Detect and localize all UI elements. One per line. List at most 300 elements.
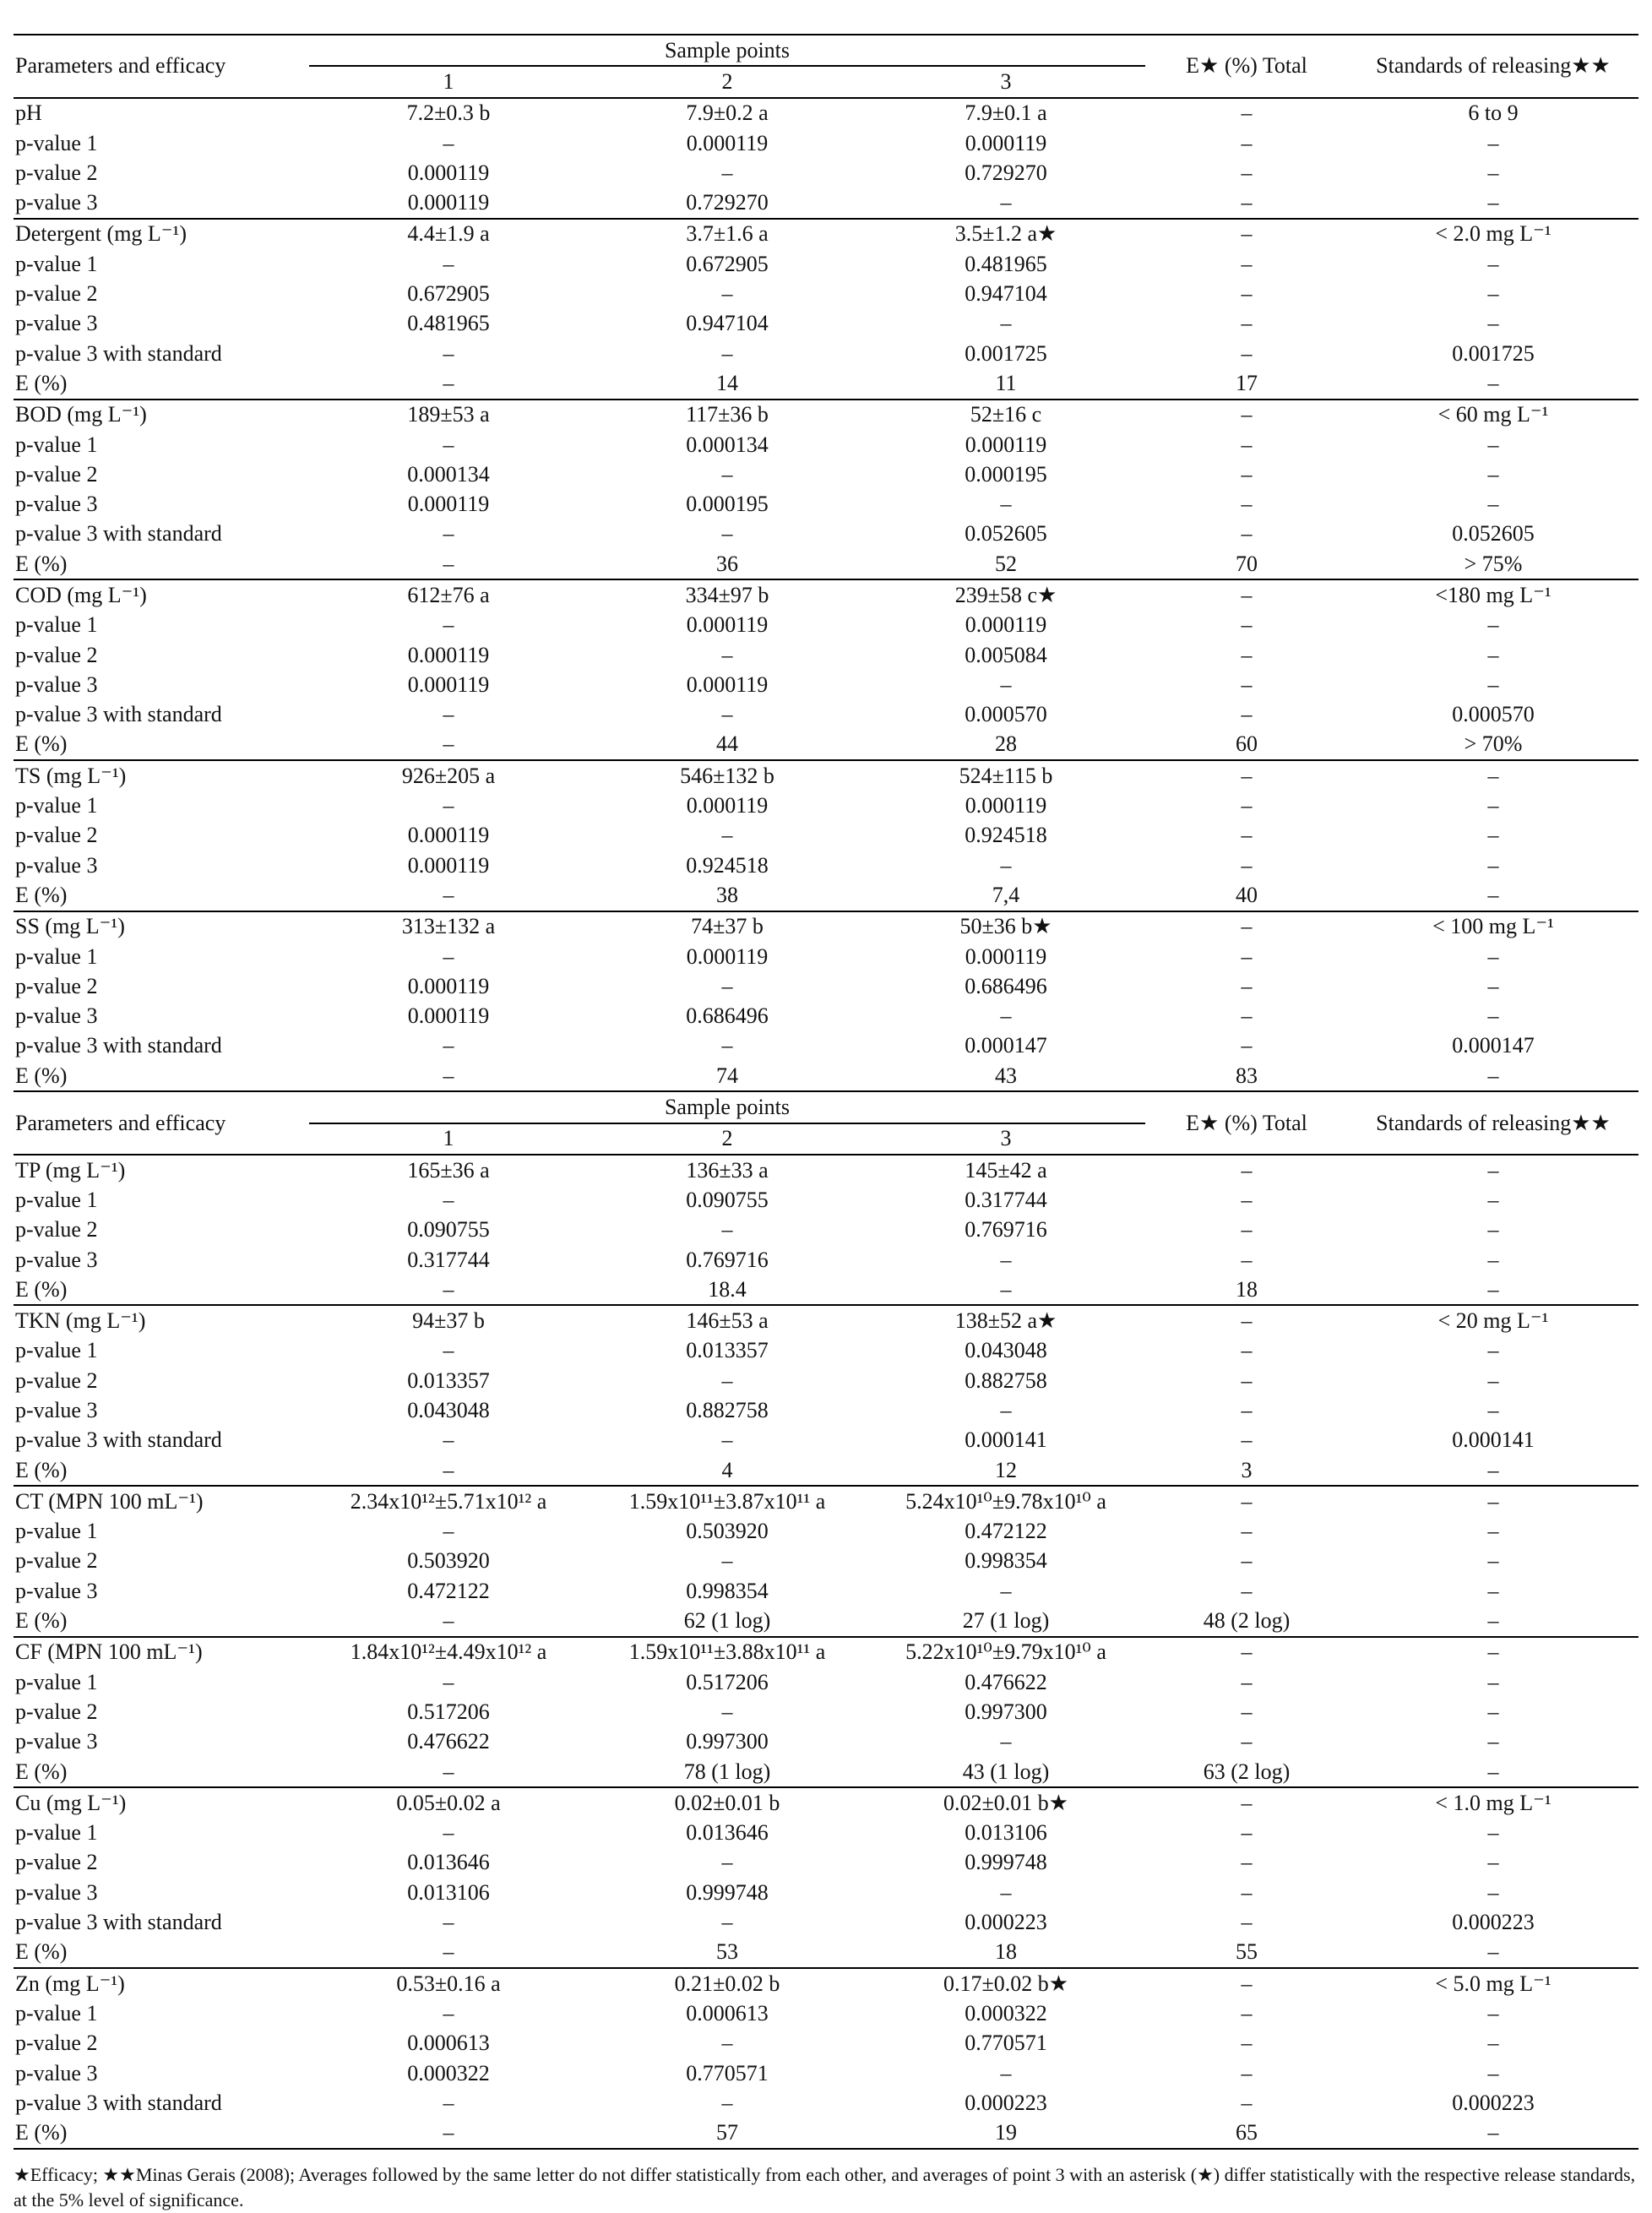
standard-value: <180 mg L⁻¹	[1348, 579, 1638, 610]
table-row	[14, 1637, 1638, 1667]
e-total-value: –	[1241, 1247, 1253, 1272]
point-2-value: –	[721, 1033, 733, 1058]
point-1-value: 0.000119	[407, 492, 490, 517]
table-row	[14, 339, 1638, 368]
table-row	[14, 611, 1638, 640]
row-label: COD (mg L⁻¹)	[14, 579, 309, 610]
table-row	[14, 1576, 1638, 1606]
standard-value: –	[1487, 973, 1499, 998]
e-total-value: –	[1145, 1968, 1348, 1998]
standard-value: –	[1487, 1608, 1499, 1634]
row-label: p-value 3 with standard	[15, 521, 222, 546]
point-3-value: –	[1000, 1578, 1012, 1603]
e-total-value: –	[1241, 852, 1253, 878]
point-2-value: 0.21±0.02 b	[588, 1968, 867, 1998]
point-3-value: 0.000119	[965, 943, 1047, 969]
standard-value: –	[1487, 1820, 1499, 1846]
table-row	[14, 1215, 1638, 1245]
standard-value: –	[1487, 1063, 1499, 1088]
header-point-3: 3	[1000, 68, 1012, 94]
point-2-value: –	[721, 160, 733, 185]
point-1-value: 0.000613	[407, 2031, 490, 2056]
point-3-value: 0.000119	[965, 130, 1047, 155]
e-total-value: –	[1241, 492, 1253, 517]
table-row	[14, 1606, 1638, 1636]
point-1-value: 0.517206	[407, 1699, 490, 1724]
e-total-value: –	[1241, 130, 1253, 155]
point-3-value: 5.24x10¹⁰±9.78x10¹⁰ a	[867, 1486, 1145, 1516]
point-2-value: –	[721, 340, 733, 366]
e-total-value: –	[1241, 190, 1253, 215]
point-3-value: 0.043048	[965, 1338, 1047, 1363]
standard-value: –	[1487, 1729, 1499, 1754]
e-total-value: –	[1241, 521, 1253, 546]
point-1-value: 0.000119	[407, 852, 490, 878]
e-total-value: –	[1241, 1850, 1253, 1875]
point-2-value: 74±37 b	[588, 911, 867, 942]
row-label: p-value 2	[15, 823, 98, 848]
table-row	[14, 1366, 1638, 1395]
e-total-value: 40	[1236, 882, 1258, 907]
header-point-1-repeat: 1	[443, 1126, 454, 1151]
point-2-value: 0.770571	[686, 2060, 769, 2085]
table-row	[14, 1547, 1638, 1576]
header-point-1: 1	[443, 68, 454, 94]
row-label: p-value 2	[15, 1367, 98, 1393]
e-total-value: –	[1241, 702, 1253, 727]
row-label: p-value 1	[15, 1519, 98, 1544]
point-3-value: 0.000570	[965, 702, 1047, 727]
point-1-value: –	[443, 1033, 454, 1058]
point-2-value: 0.999748	[686, 1879, 769, 1905]
table-row	[14, 1275, 1638, 1305]
standard-value: –	[1487, 461, 1499, 487]
point-2-value: 0.924518	[686, 852, 769, 878]
row-label: p-value 2	[15, 1699, 98, 1724]
point-3-value: 0.998354	[965, 1548, 1047, 1574]
point-1-value: –	[443, 702, 454, 727]
point-1-value: –	[443, 432, 454, 457]
table-row	[14, 519, 1638, 549]
row-label: p-value 1	[15, 130, 98, 155]
table-row	[14, 1938, 1638, 1968]
standard-value: –	[1487, 882, 1499, 907]
point-3-value: 0.882758	[965, 1367, 1047, 1393]
e-total-value: –	[1241, 1398, 1253, 1422]
e-total-value: –	[1241, 432, 1253, 457]
row-label: CT (MPN 100 mL⁻¹)	[14, 1486, 309, 1516]
row-label: p-value 2	[15, 461, 98, 487]
e-total-value: –	[1241, 793, 1253, 818]
row-label: p-value 1	[15, 432, 98, 457]
point-3-value: 0.769716	[965, 1217, 1047, 1242]
row-label: p-value 2	[15, 2031, 98, 2056]
point-2-value: –	[721, 1367, 733, 1393]
point-2-value: 1.59x10¹¹±3.88x10¹¹ a	[588, 1637, 867, 1667]
point-2-value: 62 (1 log)	[683, 1608, 771, 1634]
row-label: Zn (mg L⁻¹)	[14, 1968, 309, 1998]
standard-value: –	[1487, 160, 1499, 185]
standard-value: –	[1487, 281, 1499, 307]
row-label: TKN (mg L⁻¹)	[14, 1305, 309, 1335]
standard-value: < 5.0 mg L⁻¹	[1348, 1968, 1638, 1998]
header-e-total-repeat: E★ (%) Total	[1145, 1091, 1348, 1155]
row-label: E (%)	[15, 551, 68, 576]
row-label: E (%)	[15, 882, 68, 907]
point-1-value: –	[443, 1910, 454, 1935]
e-total-value: –	[1145, 98, 1348, 128]
e-total-value: –	[1145, 760, 1348, 791]
point-1-value: 0.000134	[407, 461, 490, 487]
point-3-value: 27 (1 log)	[962, 1608, 1050, 1634]
e-total-value: –	[1241, 2090, 1253, 2115]
table-row	[14, 791, 1638, 820]
point-2-value: –	[721, 2031, 733, 2056]
standard-value: –	[1487, 311, 1499, 336]
table-row	[14, 851, 1638, 880]
point-3-value: 0.005084	[965, 642, 1047, 667]
e-total-value: 48 (2 log)	[1203, 1608, 1291, 1634]
e-total-value: –	[1241, 2060, 1253, 2085]
standard-value: –	[1487, 1850, 1499, 1875]
row-label: E (%)	[15, 1939, 68, 1965]
point-3-value: 138±52 a★	[867, 1305, 1145, 1335]
e-total-value: 65	[1145, 2118, 1348, 2148]
row-label: p-value 3	[15, 852, 98, 878]
standard-value: –	[1487, 943, 1499, 969]
point-1-value: 0.000119	[407, 823, 490, 848]
standard-value: –	[1487, 642, 1499, 667]
e-total-value: –	[1241, 2000, 1253, 2025]
point-2-value: –	[721, 1427, 733, 1453]
e-total-value: –	[1145, 400, 1348, 430]
point-1-value: –	[443, 2090, 454, 2115]
point-1-value: –	[443, 251, 454, 276]
standard-value: –	[1487, 2060, 1499, 2085]
e-total-value: 18	[1236, 1276, 1258, 1302]
point-3-value: 0.317744	[965, 1187, 1047, 1212]
point-2-value: 4	[721, 1457, 733, 1482]
e-total-value: –	[1241, 160, 1253, 185]
standard-value: < 60 mg L⁻¹	[1348, 400, 1638, 430]
point-2-value: 0.013357	[686, 1338, 769, 1363]
point-2-value: –	[721, 1217, 733, 1242]
point-3-value: 19	[867, 2118, 1145, 2148]
row-label: p-value 1	[15, 793, 98, 818]
standard-value: –	[1348, 1637, 1638, 1667]
point-2-value: 0.517206	[686, 1669, 769, 1694]
row-label: p-value 1	[15, 1669, 98, 1694]
point-1-value: 926±205 a	[309, 760, 588, 791]
point-2-value: 0.998354	[686, 1578, 769, 1603]
table-row	[14, 1667, 1638, 1697]
e-total-value: 63 (2 log)	[1203, 1759, 1291, 1784]
standard-value: –	[1348, 760, 1638, 791]
point-2-value: 546±132 b	[588, 760, 867, 791]
point-1-value: –	[443, 1608, 454, 1634]
point-1-value: –	[443, 1669, 454, 1694]
point-2-value: 0.672905	[686, 251, 769, 276]
point-3-value: –	[1000, 492, 1012, 517]
standard-value: –	[1487, 1003, 1499, 1029]
row-label: p-value 3 with standard	[15, 2090, 222, 2115]
row-label: p-value 3	[15, 2060, 98, 2085]
point-2-value: 0.882758	[686, 1398, 769, 1422]
point-2-value: 36	[716, 551, 738, 576]
point-2-value: 0.769716	[686, 1247, 769, 1272]
row-label: p-value 2	[15, 1548, 98, 1574]
point-2-value: 0.02±0.01 b	[588, 1787, 867, 1818]
point-1-value: –	[443, 130, 454, 155]
point-3-value: 7.9±0.1 a	[867, 98, 1145, 128]
point-3-value: 52	[995, 551, 1017, 576]
point-2-value: 3.7±1.6 a	[588, 219, 867, 249]
table-row	[14, 1245, 1638, 1275]
point-3-value: 0.686496	[965, 973, 1047, 998]
point-1-value: –	[443, 1457, 454, 1482]
point-1-value: 0.043048	[407, 1398, 490, 1422]
point-1-value: 0.05±0.02 a	[309, 1787, 588, 1818]
e-total-value: –	[1241, 943, 1253, 969]
point-1-value: 0.013646	[407, 1850, 490, 1875]
table-row	[14, 219, 1638, 249]
row-label: p-value 2	[15, 973, 98, 998]
table-row	[14, 98, 1638, 128]
point-2-value: 0.503920	[686, 1519, 769, 1544]
standard-value: < 1.0 mg L⁻¹	[1348, 1787, 1638, 1818]
table-row	[14, 1002, 1638, 1031]
header-parameters-repeat: Parameters and efficacy	[14, 1091, 309, 1155]
point-1-value: 1.84x10¹²±4.49x10¹² a	[309, 1637, 588, 1667]
point-3-value: 11	[995, 370, 1017, 395]
point-1-value: 0.000119	[407, 190, 490, 215]
e-total-value: –	[1145, 219, 1348, 249]
point-3-value: 0.947104	[965, 281, 1047, 307]
point-3-value: 18	[995, 1939, 1017, 1965]
point-3-value: 0.770571	[965, 2031, 1047, 2056]
standard-value: –	[1487, 823, 1499, 848]
standard-value: –	[1487, 2000, 1499, 2025]
e-total-value: –	[1241, 340, 1253, 366]
point-3-value: 50±36 b★	[867, 911, 1145, 942]
standard-value: 0.000570	[1452, 702, 1535, 727]
standard-value: –	[1487, 672, 1499, 697]
standard-value: –	[1487, 1217, 1499, 1242]
standard-value: 0.052605	[1452, 521, 1535, 546]
table-row	[14, 1968, 1638, 1998]
point-1-value: –	[443, 793, 454, 818]
header-parameters: Parameters and efficacy	[14, 35, 309, 98]
e-total-value: –	[1241, 1820, 1253, 1846]
e-total-value: –	[1145, 911, 1348, 942]
point-3-value: –	[1000, 311, 1012, 336]
e-total-value: –	[1241, 1910, 1253, 1935]
point-3-value: –	[1000, 1398, 1012, 1422]
point-2-value: 7.9±0.2 a	[588, 98, 867, 128]
row-label: pH	[14, 98, 309, 128]
header-standards-repeat: Standards of releasing★★	[1348, 1091, 1638, 1155]
point-1-value: 189±53 a	[309, 400, 588, 430]
point-3-value: 12	[995, 1457, 1017, 1482]
point-3-value: –	[1000, 190, 1012, 215]
standard-value: –	[1487, 852, 1499, 878]
point-3-value: 0.000119	[965, 793, 1047, 818]
e-total-value: 70	[1236, 551, 1258, 576]
point-2-value: 78 (1 log)	[683, 1759, 771, 1784]
point-2-value: 0.947104	[686, 311, 769, 336]
point-2-value: –	[721, 823, 733, 848]
standard-value: < 20 mg L⁻¹	[1348, 1305, 1638, 1335]
standard-value: –	[1348, 1155, 1638, 1185]
point-3-value: 0.000195	[965, 461, 1047, 487]
point-3-value: 145±42 a	[867, 1155, 1145, 1185]
point-2-value: 14	[716, 370, 738, 395]
row-label: p-value 1	[15, 251, 98, 276]
table-row	[14, 459, 1638, 489]
point-1-value: 0.476622	[407, 1729, 490, 1754]
e-total-value: 60	[1236, 731, 1258, 757]
e-total-value: –	[1241, 1033, 1253, 1058]
table-row	[14, 1907, 1638, 1937]
row-label: TS (mg L⁻¹)	[14, 760, 309, 791]
point-1-value: –	[309, 2118, 588, 2148]
row-label: p-value 3 with standard	[15, 340, 222, 366]
table-row	[14, 1727, 1638, 1757]
point-3-value: 0.000223	[965, 2090, 1047, 2115]
point-1-value: 0.481965	[407, 311, 490, 336]
standard-value: > 70%	[1464, 731, 1523, 757]
point-3-value: 0.999748	[965, 1850, 1047, 1875]
point-1-value: 0.317744	[407, 1247, 490, 1272]
point-3-value: –	[1000, 1247, 1012, 1272]
row-label: p-value 2	[15, 1850, 98, 1875]
e-total-value: –	[1145, 1637, 1348, 1667]
e-total-value: –	[1241, 823, 1253, 848]
row-label: p-value 2	[15, 281, 98, 307]
point-1-value: –	[443, 1939, 454, 1965]
table-row	[14, 1455, 1638, 1486]
point-1-value: 0.013106	[407, 1879, 490, 1905]
point-3-value: 5.22x10¹⁰±9.79x10¹⁰ a	[867, 1637, 1145, 1667]
standard-value: 0.000223	[1452, 1910, 1535, 1935]
header-standards: Standards of releasing★★	[1348, 35, 1638, 98]
point-2-value: –	[721, 1850, 733, 1875]
table-row	[14, 249, 1638, 279]
point-3-value: –	[1000, 852, 1012, 878]
standard-value: –	[1487, 1398, 1499, 1422]
point-3-value: 0.000119	[965, 432, 1047, 457]
point-3-value: 0.924518	[965, 823, 1047, 848]
header-e-total: E★ (%) Total	[1145, 35, 1348, 98]
point-1-value: –	[443, 1519, 454, 1544]
standard-value: –	[1487, 130, 1499, 155]
standard-value: –	[1487, 1247, 1499, 1272]
e-total-value: 83	[1236, 1063, 1258, 1088]
table-row	[14, 368, 1638, 399]
table-row	[14, 579, 1638, 610]
standard-value: –	[1487, 370, 1499, 395]
row-label: p-value 1	[15, 1338, 98, 1363]
standard-value: –	[1487, 1939, 1499, 1965]
point-3-value: –	[1000, 672, 1012, 697]
point-2-value: 0.000195	[686, 492, 769, 517]
table-row	[14, 1305, 1638, 1335]
point-3-value: –	[1000, 1879, 1012, 1905]
point-3-value: 524±115 b	[867, 760, 1145, 791]
point-1-value: 0.000322	[407, 2060, 490, 2085]
table-row	[14, 1697, 1638, 1726]
point-2-value: –	[721, 1699, 733, 1724]
row-label: p-value 2	[15, 160, 98, 185]
e-total-value: –	[1145, 579, 1348, 610]
standard-value: 0.000141	[1452, 1427, 1535, 1453]
row-label: Detergent (mg L⁻¹)	[14, 219, 309, 249]
results-table	[14, 34, 1638, 2150]
point-3-value: 0.02±0.01 b★	[867, 1787, 1145, 1818]
e-total-value: 55	[1236, 1939, 1258, 1965]
e-total-value: –	[1145, 1486, 1348, 1516]
header-point-3-repeat: 3	[1000, 1126, 1012, 1151]
point-2-value: 0.000119	[686, 943, 769, 969]
point-2-value: –	[721, 461, 733, 487]
table-row	[14, 1878, 1638, 1907]
standard-value: –	[1487, 793, 1499, 818]
row-label: p-value 1	[15, 612, 98, 638]
table-row	[14, 2058, 1638, 2088]
point-2-value: 18.4	[708, 1276, 747, 1302]
point-3-value: 0.052605	[965, 521, 1047, 546]
standard-value: –	[1487, 1669, 1499, 1694]
point-1-value: 94±37 b	[309, 1305, 588, 1335]
point-2-value: 38	[716, 882, 738, 907]
point-1-value: 0.53±0.16 a	[309, 1968, 588, 1998]
table-row	[14, 1517, 1638, 1547]
point-1-value: 0.000119	[407, 1003, 490, 1029]
header-point-2-repeat: 2	[721, 1126, 733, 1151]
e-total-value: –	[1241, 1669, 1253, 1694]
point-1-value: 4.4±1.9 a	[309, 219, 588, 249]
point-3-value: –	[1000, 2060, 1012, 2085]
e-total-value: –	[1241, 461, 1253, 487]
standard-value: –	[1487, 1879, 1499, 1905]
standard-value: –	[1487, 1457, 1499, 1482]
table-row	[14, 1426, 1638, 1455]
e-total-value: –	[1241, 1578, 1253, 1603]
table-row	[14, 1395, 1638, 1425]
point-3-value: 0.997300	[965, 1699, 1047, 1724]
row-label: p-value 3	[15, 672, 98, 697]
row-label: p-value 3 with standard	[15, 1910, 222, 1935]
point-1-value: –	[443, 882, 454, 907]
row-label: E (%)	[15, 1759, 68, 1784]
point-3-value: 0.000322	[965, 2000, 1047, 2025]
row-label: p-value 1	[15, 1820, 98, 1846]
point-3-value: 0.000223	[965, 1910, 1047, 1935]
e-total-value: –	[1241, 1427, 1253, 1453]
point-2-value: 0.000119	[686, 793, 769, 818]
point-1-value: 0.672905	[407, 281, 490, 307]
table-row	[14, 821, 1638, 851]
point-1-value: –	[443, 521, 454, 546]
e-total-value: –	[1241, 1548, 1253, 1574]
point-1-value: 0.000119	[407, 160, 490, 185]
point-2-value: 0.997300	[686, 1729, 769, 1754]
e-total-value: –	[1241, 612, 1253, 638]
standard-value: –	[1487, 1519, 1499, 1544]
table-row	[14, 911, 1638, 942]
point-2-value: 136±33 a	[588, 1155, 867, 1185]
row-label: CF (MPN 100 mL⁻¹)	[14, 1637, 309, 1667]
